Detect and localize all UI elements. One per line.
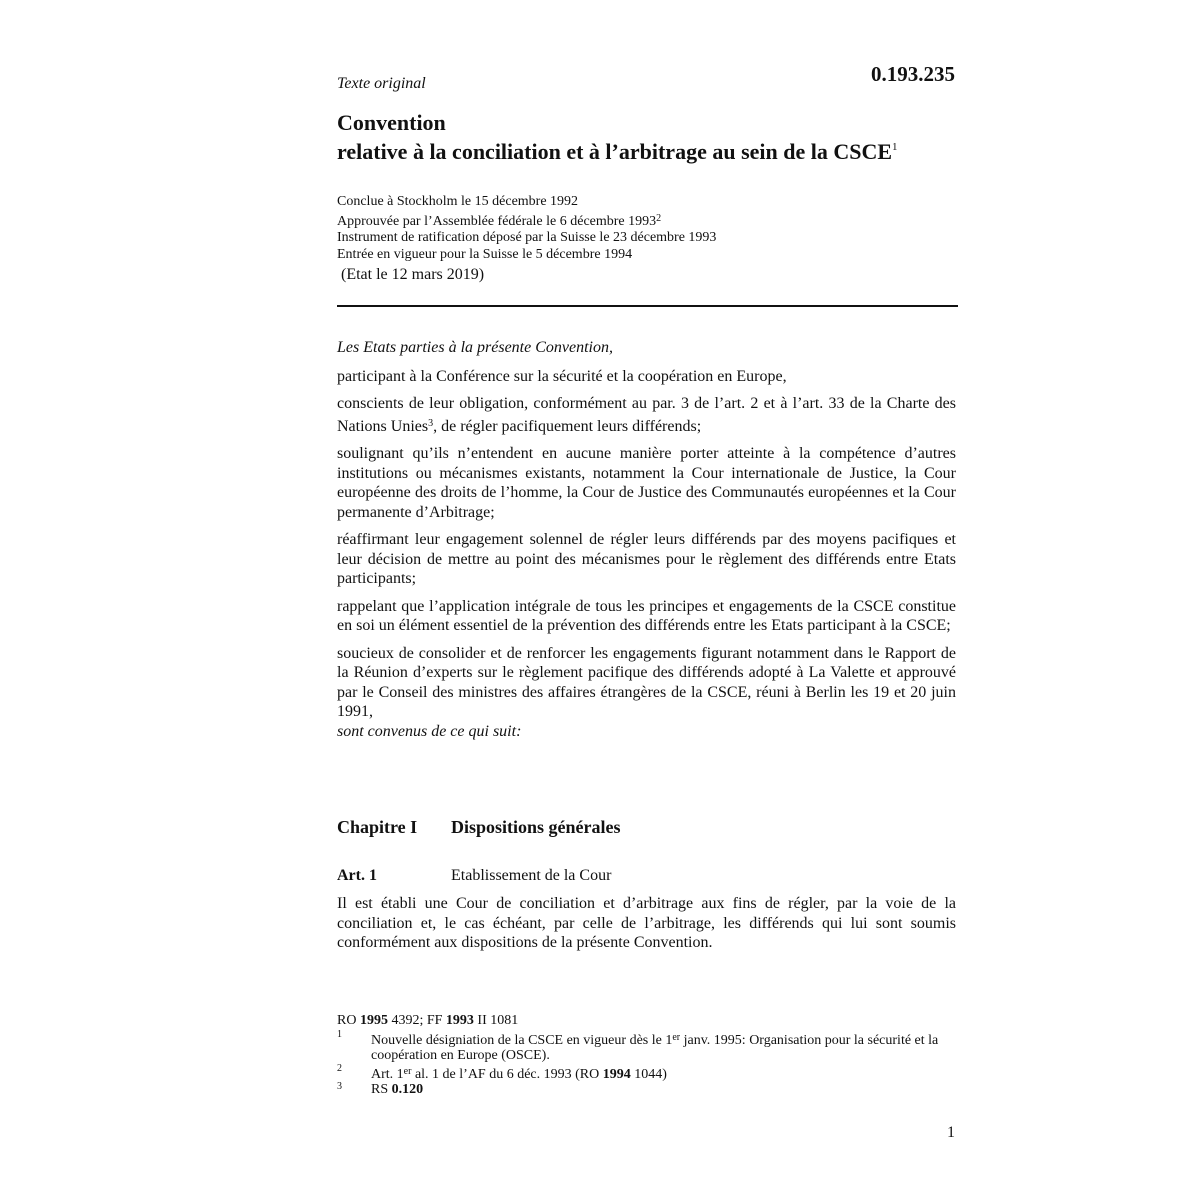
- page-number: 1: [947, 1124, 955, 1141]
- article-heading: [337, 867, 611, 885]
- preamble-paragraph: [337, 394, 956, 436]
- footnote-3-number: 0.120: [391, 1082, 424, 1097]
- ref-ff-rest: II 1081: [473, 1013, 519, 1028]
- ref-ff-year: 1993: [445, 1013, 474, 1028]
- footnote-1-mark: 1: [337, 1028, 342, 1040]
- footnote-1-sup: er: [672, 1031, 681, 1043]
- footnote-2: [337, 1064, 957, 1083]
- preamble-paragraph: participant à la Conférence sur la sécurité et la coopération en Europe,: [337, 367, 787, 385]
- original-text-label: Texte original: [337, 75, 426, 92]
- sr-number: 0.193.235: [871, 62, 955, 86]
- ref-ro-label: RO: [337, 1013, 360, 1028]
- publication-reference: [337, 1013, 957, 1029]
- approved-line: [337, 211, 716, 231]
- document-page: [337, 0, 957, 1200]
- footnote-1-text-end: janv. 1995: Organisation pour la sécurité et la coopération en Europe (OSCE).: [371, 1032, 939, 1063]
- ratification-line: Instrument de ratification déposé par la Suisse le 23 décembre 1993: [337, 230, 717, 245]
- title-line-2: [337, 135, 898, 164]
- preamble-opening: Les Etats parties à la présente Convention,: [337, 339, 613, 356]
- entry-into-force-line: Entrée en vigueur pour la Suisse le 5 décembre 1994: [337, 246, 633, 262]
- footnote-2-sup: er: [403, 1065, 412, 1077]
- footnotes: [337, 1013, 957, 1098]
- preamble-paragraph: soulignant qu’ils n’entendent en aucune manière porter atteinte à la compétence d’autres institutions ou mécanismes existants, notamment la Cour internationale de Justice, la Cour européenne des droits de l’homme, la Cour de Justice des Communautés européennes et la Cour permanente d’Arbitrage;: [337, 445, 956, 521]
- footnote-3-label: RS: [371, 1082, 392, 1097]
- header-divider: [337, 305, 958, 307]
- document-title: [337, 110, 898, 164]
- preamble: [337, 338, 956, 749]
- footnote-3: [337, 1082, 957, 1098]
- ref-ro-year: 1995: [359, 1013, 388, 1028]
- footnote-2-text-end: 1044): [630, 1066, 667, 1082]
- article-number: Art. 1: [337, 867, 377, 884]
- footnote-2-text: Art. 1: [371, 1066, 404, 1082]
- preamble-closing: sont convenus de ce qui suit:: [337, 722, 522, 740]
- footnote-1: [337, 1030, 957, 1064]
- approved-footnote-mark[interactable]: 2: [656, 212, 662, 224]
- article-body: Il est établi une Cour de conciliation et d’arbitrage aux fins de régler, par la voie de la conciliation et, le cas échéant, par celle de l’arbitrage, les différends qui lui sont soumis conformément aux dispositions de la présente Convention.: [337, 895, 956, 951]
- title-line-2-text: relative à la conciliation et à l’arbitrage au sein de la CSCE: [337, 139, 893, 164]
- chapter-heading: [337, 817, 621, 838]
- concluded-line: Conclue à Stockholm le 15 décembre 1992: [337, 194, 579, 209]
- approved-text: Approuvée par l’Assemblée fédérale le 6 décembre 1993: [337, 213, 657, 229]
- preamble-paragraph: soucieux de consolider et de renforcer les engagements figurant notamment dans le Rapport de la Réunion d’experts sur le règlement pacifique des différends adopté à La Valette et approuvé par le Conseil des ministres des affaires étrangères de la CSCE, réuni à Berlin les 19 et 20 juin 1991,: [337, 644, 956, 720]
- state-date: (Etat le 12 mars 2019): [341, 266, 485, 283]
- preamble-p2-text-end: , de régler pacifiquement leurs différends;: [433, 417, 702, 435]
- footnote-2-text-mid: al. 1 de l’AF du 6 déc. 1993 (RO: [411, 1066, 603, 1082]
- preamble-footnote-mark[interactable]: 3: [428, 417, 434, 429]
- chapter-number: Chapitre I: [337, 817, 418, 837]
- preamble-paragraph: rappelant que l’application intégrale de tous les principes et engagements de la CSCE constitue en soi un élément essentiel de la prévention des différends entre les Etats participant à la CSCE;: [337, 597, 956, 634]
- title-footnote-mark[interactable]: 1: [892, 141, 898, 153]
- footnote-1-text: Nouvelle désigniation de la CSCE en vigueur dès le 1: [371, 1032, 673, 1048]
- preamble-paragraph: réaffirmant leur engagement solennel de régler leurs différends par des moyens pacifiques et leur décision de mettre au point des mécanismes pour le règlement des différends entre Etats participants;: [337, 531, 956, 587]
- article-title: Etablissement de la Cour: [451, 867, 612, 884]
- chapter-title: Dispositions générales: [451, 817, 621, 837]
- footnote-2-mark: 2: [337, 1062, 342, 1074]
- preamble-p2-text: conscients de leur obligation, conformément au par. 3 de l’art. 2 et à l’art. 33 de la Charte des Nations Unies: [337, 395, 956, 435]
- title-line-1: Convention: [337, 110, 446, 135]
- ref-ro-page: 4392; FF: [387, 1013, 446, 1028]
- footnote-3-mark: 3: [337, 1081, 342, 1092]
- footnote-2-year: 1994: [602, 1066, 631, 1082]
- treaty-metadata: [337, 194, 716, 263]
